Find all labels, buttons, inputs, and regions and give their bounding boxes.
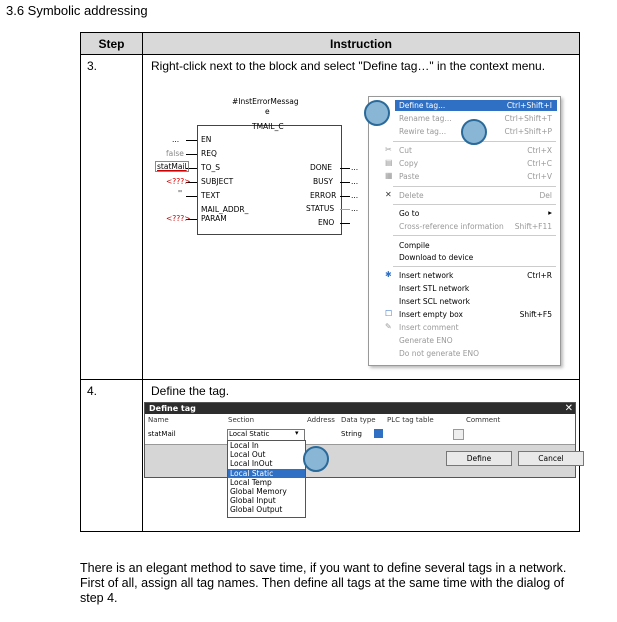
wire-eno bbox=[340, 223, 350, 224]
pin-eno: ENO bbox=[318, 218, 335, 227]
instruction-4: Define the tag. bbox=[143, 380, 580, 532]
step-3: 3. bbox=[81, 55, 143, 380]
wire-busy bbox=[340, 182, 350, 183]
col-address: Address bbox=[307, 416, 335, 424]
name-value[interactable]: statMail bbox=[148, 430, 176, 438]
option-global-memory[interactable]: Global Memory bbox=[230, 486, 287, 496]
val-param: <???> bbox=[166, 214, 191, 223]
val-to-s[interactable]: statMail bbox=[157, 162, 187, 171]
pin-mail-addr: MAIL_ADDR_ bbox=[201, 205, 249, 214]
define-button[interactable]: Define bbox=[446, 451, 512, 466]
body-paragraph: There is an elegant method to save time, if you want to define several tags in a network. First of all, assign all tag names. Then define all tags at the same time with the dialog of step 4. bbox=[80, 561, 567, 605]
copy-icon: ▤ bbox=[385, 158, 393, 167]
val-req: false bbox=[166, 149, 184, 158]
option-local-in[interactable]: Local In bbox=[230, 441, 259, 450]
comment-icon: ✎ bbox=[385, 322, 392, 331]
val-text: '' bbox=[178, 189, 183, 198]
menu-copy-shortcut: Ctrl+C bbox=[527, 159, 552, 168]
menu-not-generate-eno[interactable]: Do not generate ENO bbox=[399, 349, 480, 358]
menu-copy[interactable]: Copy bbox=[399, 159, 419, 168]
pin-en: EN bbox=[201, 135, 212, 144]
menu-rewire-tag[interactable]: Rewire tag... bbox=[399, 127, 447, 136]
menu-cut[interactable]: Cut bbox=[399, 146, 412, 155]
menu-insert-scl[interactable]: Insert SCL network bbox=[399, 297, 470, 306]
menu-rename-tag[interactable]: Rename tag... bbox=[399, 114, 452, 123]
chevron-down-icon[interactable]: ▾ bbox=[295, 429, 299, 437]
pin-subject: SUBJECT bbox=[201, 177, 234, 186]
menu-paste-shortcut: Ctrl+V bbox=[527, 172, 552, 181]
menu-download[interactable]: Download to device bbox=[399, 253, 474, 262]
option-local-inout[interactable]: Local InOut bbox=[230, 459, 273, 469]
menu-generate-eno[interactable]: Generate ENO bbox=[399, 336, 453, 345]
col-plc-table: PLC tag table bbox=[387, 416, 434, 424]
instance-name-2: e bbox=[265, 107, 270, 116]
section-heading: 3.6 Symbolic addressing bbox=[6, 3, 148, 18]
col-comment: Comment bbox=[466, 416, 501, 424]
menu-compile[interactable]: Compile bbox=[399, 241, 430, 250]
menu-separator bbox=[393, 266, 556, 267]
menu-insert-network-shortcut: Ctrl+R bbox=[527, 271, 552, 280]
option-local-static[interactable]: Local Static bbox=[228, 469, 305, 478]
step-4: 4. bbox=[81, 380, 143, 532]
pin-status: STATUS bbox=[306, 204, 335, 213]
menu-delete[interactable]: Delete bbox=[399, 191, 424, 200]
wire-en bbox=[186, 140, 197, 141]
menu-crossref-shortcut: Shift+F11 bbox=[514, 222, 552, 231]
define-tag-dialog bbox=[144, 402, 576, 478]
menu-crossref[interactable]: Cross-reference information bbox=[399, 222, 504, 231]
instruction-3: Right-click next to the block and select "Define tag…" in the context menu. bbox=[143, 55, 580, 380]
option-global-input[interactable]: Global Input bbox=[230, 496, 276, 506]
menu-delete-shortcut: Del bbox=[539, 191, 552, 200]
section-dropdown-list bbox=[227, 440, 306, 518]
menu-insert-empty-box[interactable]: Insert empty box bbox=[399, 310, 463, 319]
datatype-value[interactable]: String bbox=[341, 430, 362, 438]
menu-separator bbox=[393, 204, 556, 205]
header-instruction: Instruction bbox=[143, 33, 580, 55]
menu-insert-stl[interactable]: Insert STL network bbox=[399, 284, 470, 293]
option-local-temp[interactable]: Local Temp bbox=[230, 477, 272, 487]
close-icon[interactable]: ✕ bbox=[564, 403, 573, 414]
menu-insert-network[interactable]: Insert network bbox=[399, 271, 454, 280]
mouse-icon bbox=[461, 119, 487, 145]
pin-text: TEXT bbox=[201, 191, 220, 200]
menu-rename-tag-shortcut: Ctrl+Shift+T bbox=[504, 114, 552, 123]
section-value: Local Static bbox=[229, 430, 270, 438]
empty-box-icon: ☐ bbox=[385, 309, 393, 318]
menu-goto[interactable]: Go to bbox=[399, 209, 420, 218]
pin-req: REQ bbox=[201, 149, 217, 158]
insert-network-icon: ✱ bbox=[385, 270, 392, 279]
menu-define-tag-shortcut: Ctrl+Shift+I bbox=[506, 101, 552, 110]
menu-separator bbox=[393, 186, 556, 187]
menu-paste[interactable]: Paste bbox=[399, 172, 420, 181]
wire-done bbox=[340, 168, 350, 169]
plc-dropdown-icon[interactable] bbox=[453, 429, 464, 440]
pin-busy: BUSY bbox=[313, 177, 333, 186]
mouse-icon bbox=[364, 100, 390, 126]
menu-separator bbox=[393, 235, 556, 236]
submenu-arrow-icon: ▸ bbox=[548, 208, 552, 217]
val-en: ... bbox=[172, 135, 180, 144]
pin-done: DONE bbox=[310, 163, 333, 172]
val-busy: ... bbox=[351, 177, 359, 186]
wire-req bbox=[186, 154, 197, 155]
col-name: Name bbox=[148, 416, 169, 424]
cut-icon: ✂ bbox=[385, 145, 392, 154]
pin-to-s: TO_S bbox=[201, 163, 220, 172]
wire-error bbox=[340, 196, 350, 197]
wire-text bbox=[186, 196, 197, 197]
menu-insert-empty-box-shortcut: Shift+F5 bbox=[519, 310, 552, 319]
dialog-title: Define tag bbox=[145, 403, 575, 414]
option-global-output[interactable]: Global Output bbox=[230, 505, 283, 515]
val-error: ... bbox=[351, 191, 359, 200]
menu-cut-shortcut: Ctrl+X bbox=[527, 146, 552, 155]
pin-param: PARAM bbox=[201, 214, 227, 223]
val-subject: <???> bbox=[166, 177, 191, 186]
datatype-dropdown-icon[interactable] bbox=[374, 429, 383, 438]
block-type: TMAIL_C bbox=[252, 122, 284, 131]
paste-icon: ▦ bbox=[385, 171, 393, 180]
header-step: Step bbox=[81, 33, 143, 55]
val-done: ... bbox=[351, 163, 359, 172]
instance-name: #InstErrorMessag bbox=[232, 97, 299, 106]
option-local-out[interactable]: Local Out bbox=[230, 450, 266, 460]
menu-rewire-tag-shortcut: Ctrl+Shift+P bbox=[504, 127, 552, 136]
val-status: ... bbox=[351, 204, 359, 213]
delete-icon: ✕ bbox=[385, 190, 392, 199]
wire-status bbox=[340, 209, 350, 210]
mouse-icon bbox=[303, 446, 329, 472]
menu-define-tag[interactable]: Define tag... bbox=[399, 101, 446, 110]
cancel-button[interactable]: Cancel bbox=[518, 451, 584, 466]
col-datatype: Data type bbox=[341, 416, 376, 424]
col-section: Section bbox=[228, 416, 255, 424]
pin-error: ERROR bbox=[310, 191, 337, 200]
menu-insert-comment[interactable]: Insert comment bbox=[399, 323, 459, 332]
